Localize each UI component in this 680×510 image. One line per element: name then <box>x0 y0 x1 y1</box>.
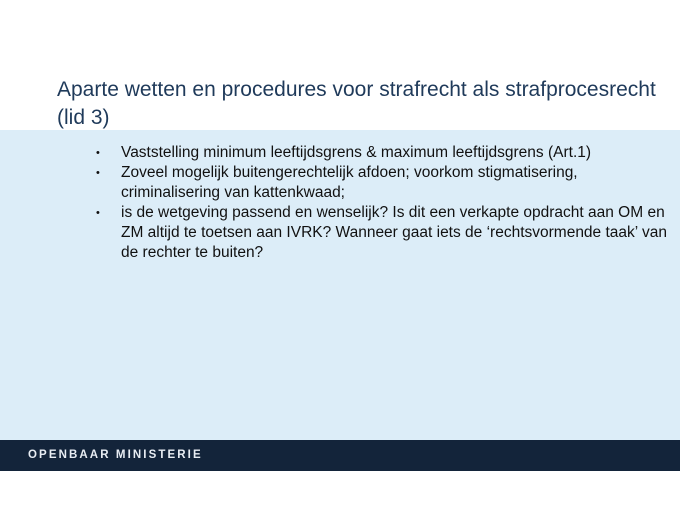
title-area <box>0 0 680 130</box>
footer-bar <box>0 440 680 471</box>
bullet-icon: • <box>96 207 100 219</box>
bullet-item-2 <box>0 163 680 203</box>
bullet-icon: • <box>96 147 100 159</box>
bullet-list <box>0 143 680 263</box>
slide-title: Aparte wetten en procedures voor strafrecht als strafprocesrecht (lid 3) <box>57 78 656 129</box>
bullet-item-1 <box>0 143 680 163</box>
bullet-icon: • <box>96 167 100 179</box>
bullet-text: Vaststelling minimum leeftijdsgrens & maximum leeftijdsgrens (Art.1) <box>121 144 592 161</box>
bullet-text: Zoveel mogelijk buitengerechtelijk afdoen; voorkom stigmatisering, criminalisering van kattenkwaad; <box>121 164 578 201</box>
bullet-text: is de wetgeving passend en wenselijk? Is dit een verkapte opdracht aan OM en ZM altijd te toetsen aan IVRK? Wanneer gaat iets de ‘rechtsvormende taak’ van de rechter te buiten? <box>121 204 667 261</box>
bottom-margin <box>0 471 680 510</box>
content-area <box>0 130 680 440</box>
brand-logo-text: OPENBAAR MINISTERIE <box>28 449 203 461</box>
bullet-item-3 <box>0 203 680 263</box>
